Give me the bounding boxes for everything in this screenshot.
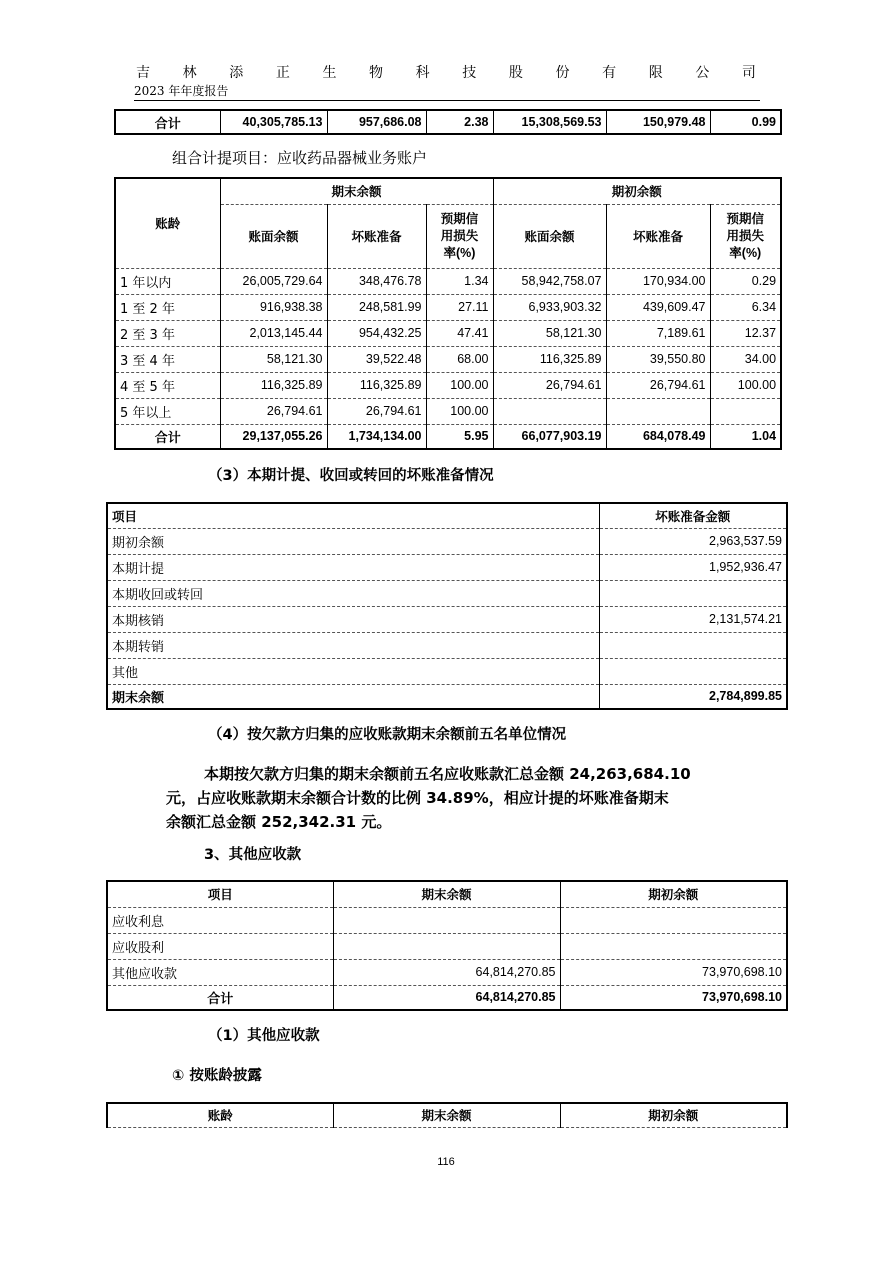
end-balance-header: 期末余额 [333,881,560,907]
table-row [115,110,781,134]
cell: 26,794.61 [493,372,606,398]
begin-balance-header: 期初余额 [493,178,781,204]
total-label: 合计 [115,110,220,134]
end-balance-header: 期末余额 [333,1103,560,1127]
company-name-char: 份 [555,65,570,81]
table-row [107,632,787,658]
table-row [115,320,781,346]
end-balance-header: 期末余额 [220,178,493,204]
cell: 58,121.30 [493,320,606,346]
report-title: 2023 年年度报告 [134,84,229,98]
total-row [107,684,787,709]
table-row [107,907,787,933]
age-cell: 1 年以内 [115,268,220,294]
cell: 100.00 [710,372,781,398]
bad-debt-header: 坏账准备 [327,204,426,268]
age-disclosure-table [106,1102,788,1128]
loss-rate-header: 预期信 用损失 率(%) [710,204,781,268]
cell: 34.00 [710,346,781,372]
company-name-char: 林 [182,65,197,81]
company-name-char: 生 [322,65,337,81]
cell: 6,933,903.32 [493,294,606,320]
company-name [136,62,756,82]
company-name-char: 添 [229,65,244,81]
item-cell: 本期转销 [107,632,599,658]
cell: 0.99 [710,110,781,134]
cell: 248,581.99 [327,294,426,320]
table-row [107,554,787,580]
cell: 39,522.48 [327,346,426,372]
cell: 916,938.38 [220,294,327,320]
item-cell: 其他 [107,658,599,684]
cell: 150,979.48 [606,110,710,134]
cell: 170,934.00 [606,268,710,294]
cell: 68.00 [426,346,493,372]
table-header-row [107,503,787,528]
cell: 47.41 [426,320,493,346]
total-row [115,424,781,449]
sub1a-title: ① 按账龄披露 [172,1068,262,1084]
cell: 5.95 [426,424,493,449]
cell: 39,550.80 [606,346,710,372]
table-row [107,959,787,985]
bad-debt-header: 坏账准备 [606,204,710,268]
table-row [115,294,781,320]
book-balance-header: 账面余额 [493,204,606,268]
end-cell: 64,814,270.85 [333,985,560,1010]
company-name-char: 吉 [136,65,150,81]
company-name-char: 技 [462,65,477,81]
company-name-char: 物 [369,65,384,81]
header-rule [134,100,760,101]
age-cell: 3 至 4 年 [115,346,220,372]
cell: 116,325.89 [493,346,606,372]
company-name-char: 股 [508,65,523,81]
table-row [115,372,781,398]
age-header: 账龄 [107,1103,333,1127]
begin-cell: 73,970,698.10 [560,959,787,985]
other-receivables-table [106,880,788,1011]
cell [606,398,710,424]
begin-balance-header: 期初余额 [560,1103,787,1127]
table-row [107,933,787,959]
cell: 6.34 [710,294,781,320]
cell: 2,013,145.44 [220,320,327,346]
amount-cell: 2,131,574.21 [599,606,787,632]
table-row [107,606,787,632]
page-number: 116 [437,1156,455,1168]
cell: 58,942,758.07 [493,268,606,294]
cell: 15,308,569.53 [493,110,606,134]
cell: 348,476.78 [327,268,426,294]
item-cell: 本期计提 [107,554,599,580]
company-name-char: 科 [415,65,430,81]
item-cell: 本期核销 [107,606,599,632]
item-cell: 应收利息 [107,907,333,933]
provision-table [106,502,788,710]
item-header: 项目 [107,503,599,528]
cell: 100.00 [426,398,493,424]
portfolio-title: 组合计提项目：应收药品器械业务账户 [172,149,428,167]
prev-table-total [114,109,782,135]
end-cell [333,933,560,959]
cell: 66,077,903.19 [493,424,606,449]
age-cell: 4 至 5 年 [115,372,220,398]
cell: 29,137,055.26 [220,424,327,449]
total-label: 合计 [107,985,333,1010]
table-row [115,268,781,294]
cell: 2.38 [426,110,493,134]
cell [493,398,606,424]
item-cell: 本期收回或转回 [107,580,599,606]
begin-cell [560,907,787,933]
begin-balance-header: 期初余额 [560,881,787,907]
age-cell: 1 至 2 年 [115,294,220,320]
amount-cell: 1,952,936.47 [599,554,787,580]
section3-title: （3）本期计提、收回或转回的坏账准备情况 [208,468,494,484]
amount-cell: 2,963,537.59 [599,528,787,554]
company-name-char: 限 [648,65,663,81]
cell: 116,325.89 [220,372,327,398]
cell: 26,794.61 [327,398,426,424]
total-row [107,985,787,1010]
sub1-title: （1）其他应收款 [208,1028,320,1044]
cell: 439,609.47 [606,294,710,320]
table-header-row [107,881,787,907]
cell: 100.00 [426,372,493,398]
amount-cell: 2,784,899.85 [599,684,787,709]
end-cell [333,907,560,933]
total-label: 期末余额 [107,684,599,709]
cell: 1,734,134.00 [327,424,426,449]
total-label: 合计 [115,424,220,449]
item-cell: 期初余额 [107,528,599,554]
other-receivables-title: 3、其他应收款 [204,847,302,863]
cell: 58,121.30 [220,346,327,372]
cell: 1.34 [426,268,493,294]
begin-cell [560,933,787,959]
section4-title: （4）按欠款方归集的应收账款期末余额前五名单位情况 [208,727,567,743]
cell: 26,005,729.64 [220,268,327,294]
cell [710,398,781,424]
amount-cell [599,632,787,658]
cell: 7,189.61 [606,320,710,346]
cell: 26,794.61 [606,372,710,398]
item-cell: 其他应收款 [107,959,333,985]
table-row [115,398,781,424]
begin-cell: 73,970,698.10 [560,985,787,1010]
cell: 12.37 [710,320,781,346]
end-cell: 64,814,270.85 [333,959,560,985]
table-row [115,346,781,372]
cell: 954,432.25 [327,320,426,346]
table-row [107,580,787,606]
cell: 0.29 [710,268,781,294]
table-row [107,658,787,684]
amount-header: 坏账准备金额 [599,503,787,528]
table-row [107,528,787,554]
cell: 26,794.61 [220,398,327,424]
section4-paragraph: 本期按欠款方归集的期末余额前五名应收账款汇总金额 24,263,684.10 元，占应收账款期末余额合计数的比例 34.89%，相应计提的坏账准备期末 余额汇总金额 252,342.31 元。 [166,765,691,831]
cell: 116,325.89 [327,372,426,398]
aging-table [114,177,782,450]
table-header-row [107,1103,787,1127]
company-name-char: 正 [275,65,290,81]
age-cell: 5 年以上 [115,398,220,424]
cell: 684,078.49 [606,424,710,449]
loss-rate-header: 预期信 用损失 率(%) [426,204,493,268]
amount-cell [599,658,787,684]
book-balance-header: 账面余额 [220,204,327,268]
item-header: 项目 [107,881,333,907]
item-cell: 应收股利 [107,933,333,959]
company-name-char: 司 [741,65,756,81]
age-header: 账龄 [115,178,220,268]
table-header-row [115,178,781,204]
cell: 1.04 [710,424,781,449]
company-name-char: 公 [695,65,710,81]
cell: 957,686.08 [327,110,426,134]
cell: 27.11 [426,294,493,320]
amount-cell [599,580,787,606]
age-cell: 2 至 3 年 [115,320,220,346]
cell: 40,305,785.13 [220,110,327,134]
company-name-char: 有 [602,65,617,81]
